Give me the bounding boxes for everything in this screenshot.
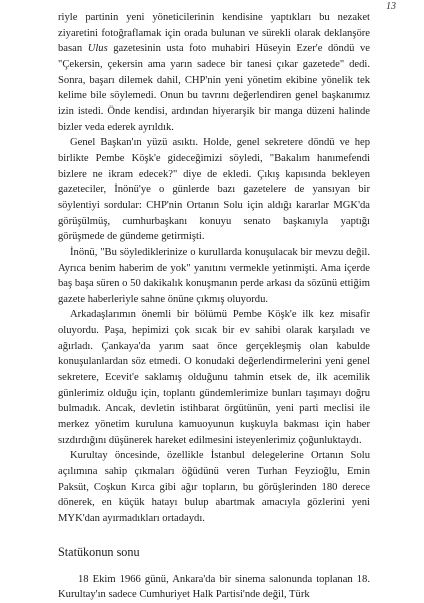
paragraph-5: Kurultay öncesinde, özellikle İstanbul delegelerine Ortanın Solu açılımına sahip çıkmaları öğüdünü veren Turhan Feyzioğlu, Emin Paksüt, Coşkun Kırca gibi ağır topların, bu görüşlerinden 180 derece dönerek, en küçük hatayı bulup abartmak amacıyla gözlerini yeni MYK'dan ayırmadıkları ortadaydı. bbox=[58, 450, 370, 524]
paragraph-3: İnönü, "Bu söylediklerinize o kurullarda konuşulacak bir mevzu değil. Ayrıca benim haberim de yok" yanıtını vermekle yetinmişti. Ama içerde baş başa süren o 50 dakikalık konuşmanın perde arkası da sözünü ettiğim gazete haberleriyle sahne önüne çıkmış oluyordu. bbox=[58, 246, 370, 305]
page-number: 13 bbox=[386, 1, 396, 12]
paragraph-2: Genel Başkan'ın yüzü asıktı. Holde, genel sekretere döndü ve hep birlikte Pembe Köşk'e gideceğimizi söyledi, "Bakalım hanımefendi bizlere ne ikram edecek?" diye de ekledi. Çıkış kapısında bekleyen gazeteciler, İnönü'ye o günlerde bazı gazetelere de yansıyan bir söylentiyi sordular: CHP'nin Ortanın Solu için aldığı kararlar MGK'da görüşülmüş, cumhurbaşkanı konuyu senato başkanıyla yaptığı görüşmede de gündeme getirmişti. bbox=[58, 137, 370, 243]
paragraph-1: riyle partinin yeni yöneticilerinin kendisine yaptıkları bu nezaket ziyaretini fotoğraflamak için orada bulunan ve sürekli olarak deklanşöre basan Ulus gazetesinin usta foto muhabiri Hüseyin Ezer'e döndü ve "Çekersin, çekersin ama yarın sadece bir tanesi çıkar gazetede" dedi. Sonra, başarı dilemek dahil, CHP'nin yeni yönetim ekibine yönelik tek kelime bile söylemedi. Onun bu tavrını değerlendiren genel başkanımız izin istedi. Önde kendisi, ardından hiyerarşik bir manga düzeni halinde bizler veda ederek ayrıldık. bbox=[58, 12, 370, 133]
body-text bbox=[58, 10, 370, 603]
paragraph-6: 18 Ekim 1966 günü, Ankara'da bir sinema salonunda toplanan 18. Kurultay'ın sadece Cumhuriyet Halk Partisi'nde değil, Türk bbox=[58, 573, 370, 601]
paragraph-4: Arkadaşlarımın önemli bir bölümü Pembe Köşk'e ilk kez misafir oluyordu. Paşa, hepimizi çok sıcak bir ev sahibi olarak karşıladı ve ağırladı. Çankaya'da yarım saat önce gerçekleşmiş olan kabulde konuşulanlardan söz etmedi. O konudaki değerlendirmelerini yeni genel sekretere, Ecevit'e saklamış olduğunu tahmin etsek de, ilk acemilik günlerimiz olduğu için, toplantı gündemlerimize bunları taşımayı doğru bulmadık. Ancak, devletin istihbarat örgütünün, yeni parti meclisi ile merkez yönetim kuruluna kamuoyunun kuşkuyla bakması için haber sızdırdığını düşünerek hareket edilmesini isteyenlerimiz çoğunluktaydı. bbox=[58, 309, 370, 446]
newspaper-name: Ulus bbox=[87, 43, 108, 55]
section-title: Statükonun sonu bbox=[58, 544, 140, 559]
